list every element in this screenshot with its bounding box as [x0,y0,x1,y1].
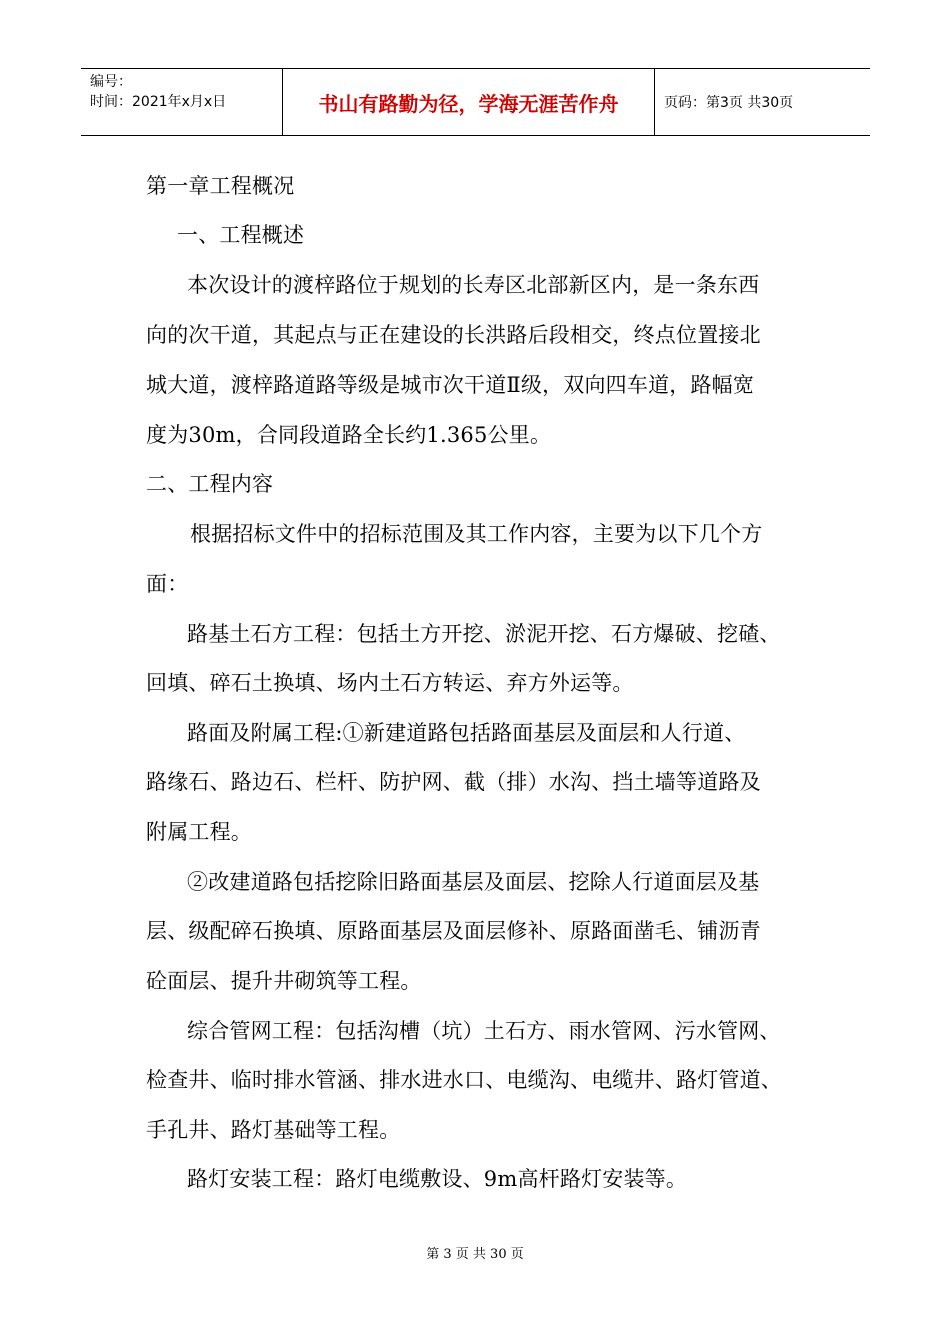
paragraph-line: 根据招标文件中的招标范围及其工作内容，主要为以下几个方 [190,522,763,546]
paragraph-line: 路基土石方工程：包括土方开挖、淤泥开挖、石方爆破、挖碴、 [187,622,781,646]
paragraph-line: 路灯安装工程：路灯电缆敷设、9m高杆路灯安装等。 [187,1167,688,1191]
header-motto: 书山有路勤为径，学海无涯苦作舟 [318,92,619,116]
header-motto-cell [283,69,655,135]
page-header [81,68,870,136]
paragraph-line: 综合管网工程：包括沟槽（坑）土石方、雨水管网、污水管网、 [187,1019,781,1043]
paragraph-line: 层、级配碎石换填、原路面基层及面层修补、原路面凿毛、铺沥青 [146,919,761,943]
section-title-overview: 一、工程概述 [177,223,305,247]
document-number: 编号： [90,74,132,90]
section-title-content: 二、工程内容 [146,472,274,496]
page-footer: 第 3 页 共 30 页 [426,1247,524,1262]
header-info-cell [81,69,283,135]
paragraph-line: 回填、碎石土换填、场内土石方转运、弃方外运等。 [146,671,634,695]
paragraph-line: 路缘石、路边石、栏杆、防护网、截（排）水沟、挡土墙等道路及 [146,770,761,794]
paragraph-line: 手孔井、路灯基础等工程。 [146,1118,401,1142]
paragraph-line: 面： [146,572,189,596]
header-page-code: 页码：第3页 共30页 [664,95,794,111]
paragraph-line: ②改建道路包括挖除旧路面基层及面层、挖除人行道面层及基 [187,870,760,894]
paragraph-line: 附属工程。 [146,820,252,844]
chapter-title: 第一章工程概况 [146,174,295,198]
header-page-cell [655,69,870,135]
paragraph-line: 检查井、临时排水管涵、排水进水口、电缆沟、电缆井、路灯管道、 [146,1068,782,1092]
document-date: 时间：2021年x月x日 [90,94,227,110]
paragraph-line: 砼面层、提升井砌筑等工程。 [146,969,422,993]
paragraph-line: 向的次干道，其起点与正在建设的长洪路后段相交，终点位置接北 [146,323,761,347]
paragraph-line: 本次设计的渡梓路位于规划的长寿区北部新区内，是一条东西 [187,273,760,297]
paragraph-line: 度为30m，合同段道路全长约1.365公里。 [146,423,552,447]
paragraph-line: 城大道，渡梓路道路等级是城市次干道Ⅱ级，双向四车道，路幅宽 [146,373,755,397]
paragraph-line: 路面及附属工程:①新建道路包括路面基层及面层和人行道、 [187,721,746,745]
